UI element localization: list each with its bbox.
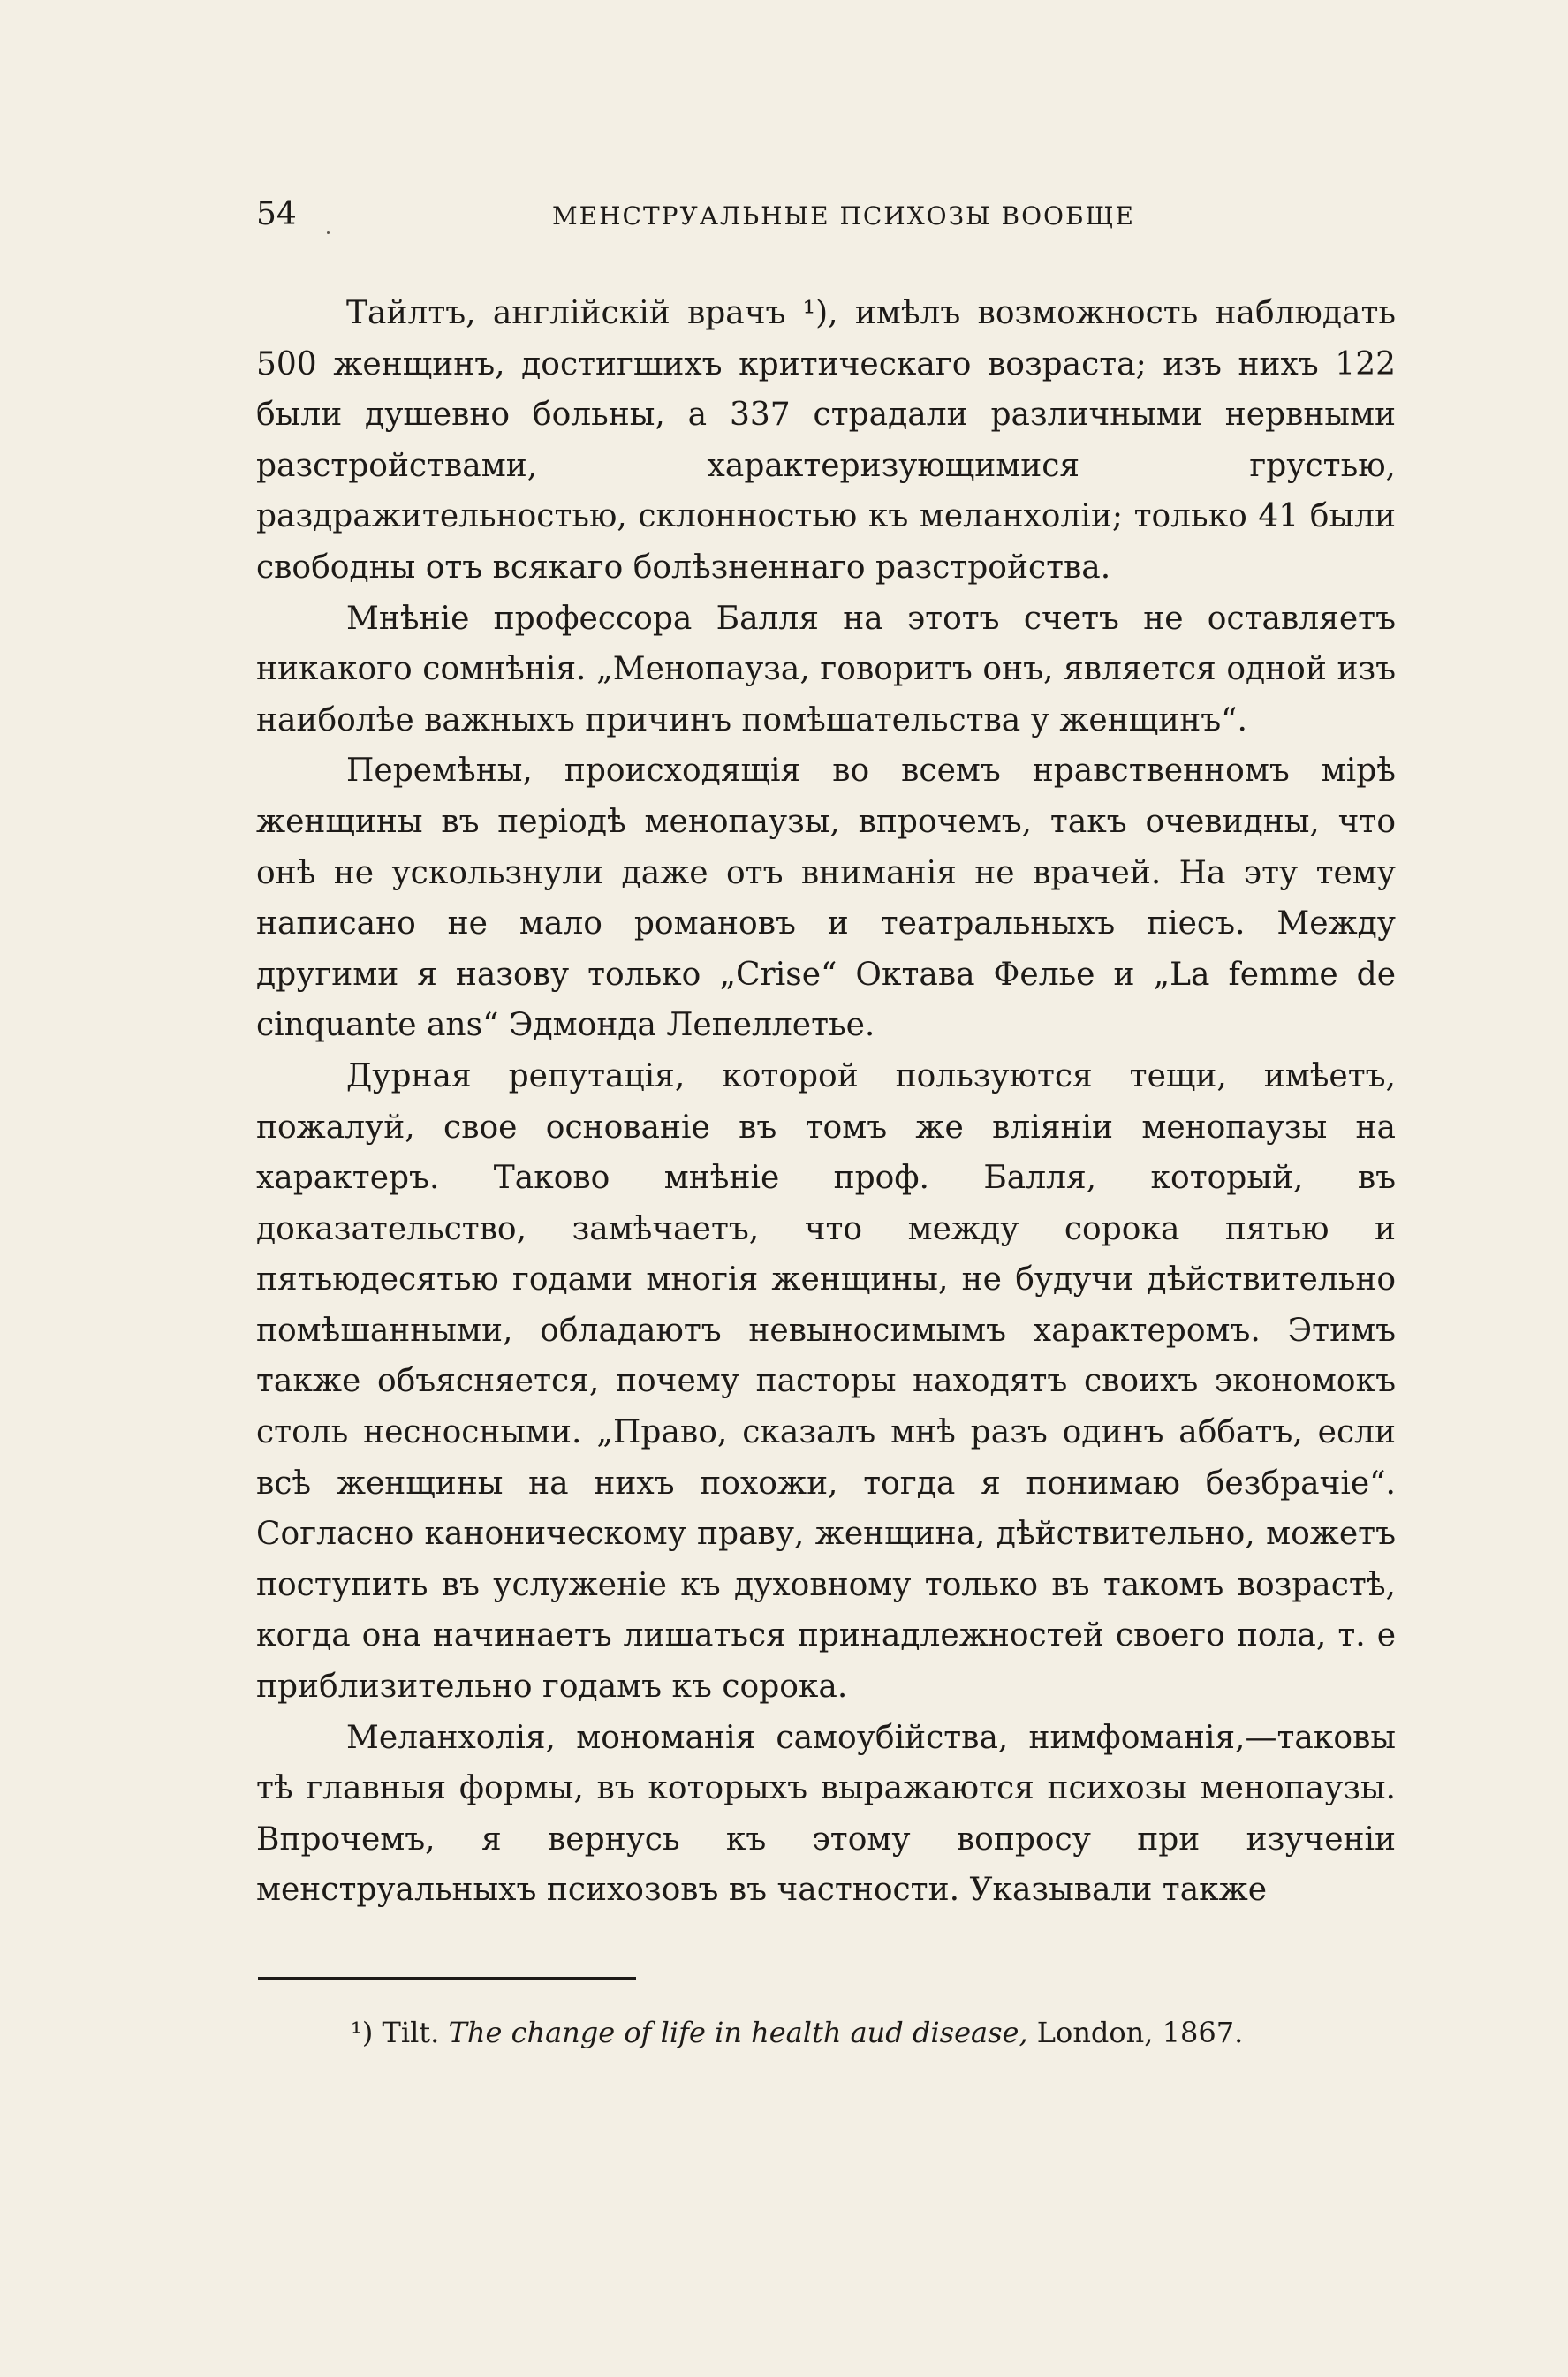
footnote-title: The change of life in health aud disease, xyxy=(448,2016,1028,2049)
print-speck xyxy=(327,231,330,234)
footnote xyxy=(351,2015,1411,2050)
page-header xyxy=(256,196,1405,231)
paragraph-3: Перемѣны, происходящія во всемъ нравственномъ мірѣ женщины въ періодѣ менопаузы, впрочемъ, такъ очевидны, что онѣ не ускользнули даже отъ вниманія не врачей. На эту тему написано не мало романовъ и театральныхъ піесъ. Между другими я назову только „Crise“ Октава Фелье и „La femme de cinquante ans“ Эдмонда Лепеллетье. xyxy=(256,753,1396,1044)
paragraph-4: Дурная репутація, которой пользуются тещи, имѣетъ, пожалуй, свое основаніе въ томъ же вліяніи менопаузы на характеръ. Таково мнѣніе проф. Балля, который, въ доказательство, замѣчаетъ, что между сорока пятью и пятьюдесятью годами многія женщины, не будучи дѣйствительно помѣшанными, обладаютъ невыносимымъ характеромъ. Этимъ также объясняется, почему пасторы находятъ своихъ экономокъ столь несносными. „Право, сказалъ мнѣ разъ одинъ аббатъ, если всѣ женщины на нихъ похожи, тогда я понимаю безбрачіе“. Согласно каноническому праву, женщина, дѣйствительно, можетъ поступить въ услуженіе къ духовному только въ такомъ возрастѣ, когда она начинаетъ лишаться принадлежностей своего пола, т. е приблизительно годамъ къ сорока. xyxy=(256,1057,1396,1706)
footnote-place-year: London, 1867. xyxy=(1036,2016,1244,2049)
page-number: 54 xyxy=(256,196,297,232)
paragraph-5: Меланхолія, мономанія самоубійства, нимфоманія,—таковы тѣ главныя формы, въ которыхъ выражаются психозы менопаузы. Впрочемъ, я вернусь къ этому вопросу при изученіи менструальныхъ психозовъ въ частности. Указывали также xyxy=(256,1719,1396,1909)
paragraph-2: Мнѣніе профессора Балля на этотъ счетъ не оставляетъ никакого сомнѣнія. „Менопауза, говоритъ онъ, является одной изъ наиболѣе важныхъ причинъ помѣшательства у женщинъ“. xyxy=(256,600,1396,738)
footnote-divider xyxy=(258,1977,636,1980)
footnote-author: Tilt. xyxy=(382,2016,440,2049)
body-text xyxy=(256,288,1396,1916)
paragraph-1: Тайлтъ, англійскій врачъ ¹), имѣлъ возможность наблюдать 500 женщинъ, достигшихъ критическаго возраста; изъ нихъ 122 были душевно больны, а 337 страдали различными нервными разстройствами, характеризующимися грустью, раздражительностью, склонностью къ меланхоліи; только 41 были свободны отъ всякаго болѣзненнаго разстройства. xyxy=(256,295,1396,586)
running-head: МЕНСТРУАЛЬНЫЕ ПСИХОЗЫ ВООБЩЕ xyxy=(552,201,1135,231)
footnote-marker: ¹) xyxy=(351,2016,374,2049)
